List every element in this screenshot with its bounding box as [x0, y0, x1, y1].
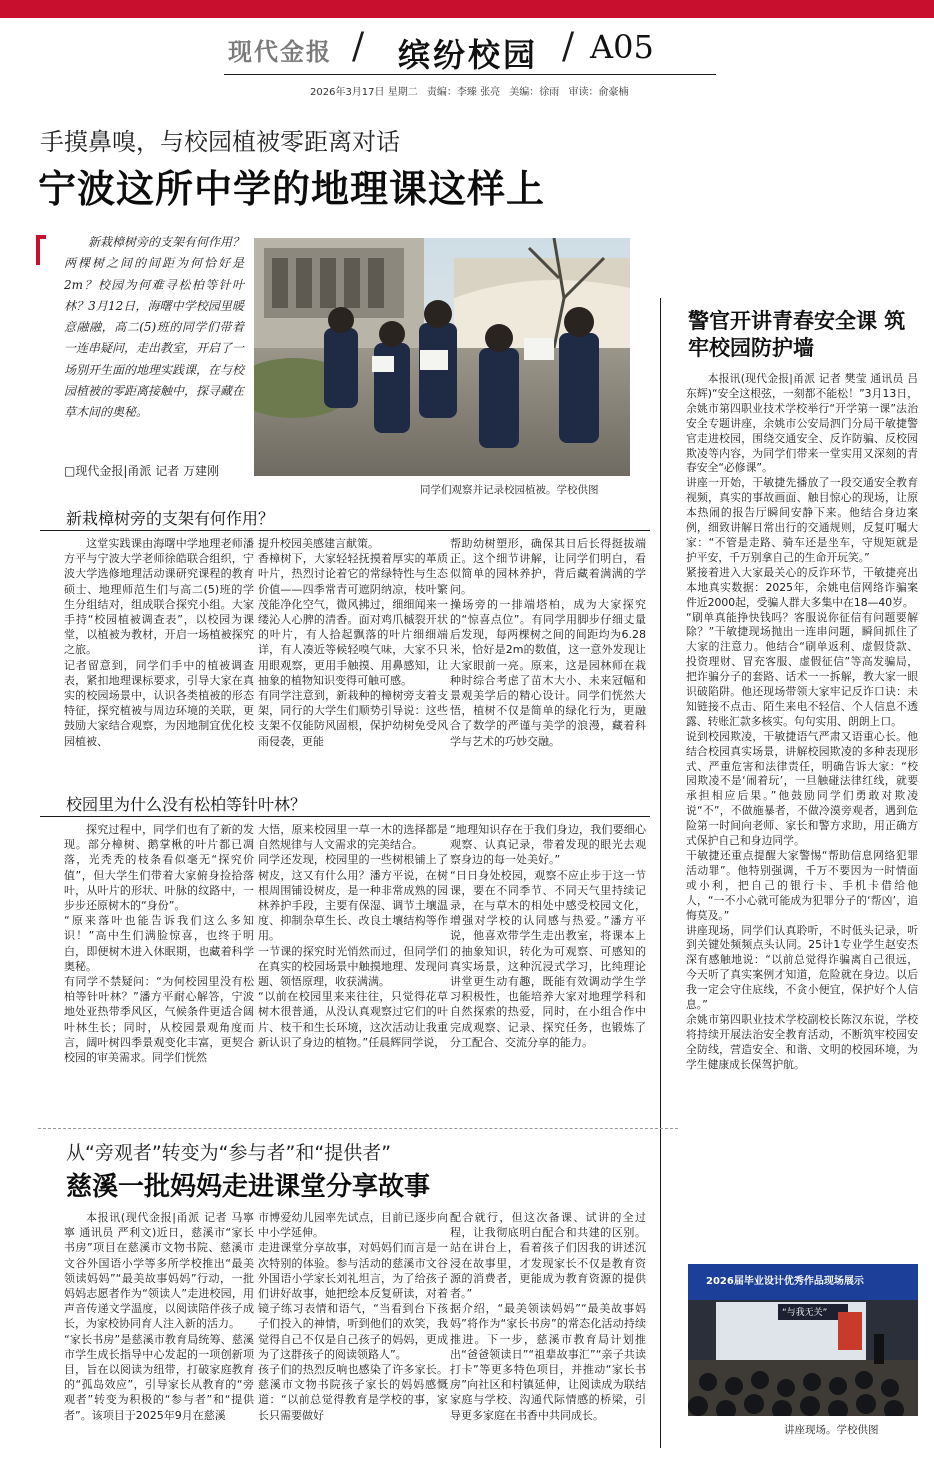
lecture-photo-screen-text: “与我无关” [782, 1308, 828, 1318]
third-column-2 [258, 1210, 448, 1466]
third-column-3 [450, 1210, 646, 1466]
section1-column-2 [258, 536, 448, 768]
students-photo [254, 238, 630, 476]
section2-column-3-text: “地理知识存在于我们身边，我们要细心观察、认真记录，带着发现的眼光去观察身边的每一处美好。” “日日身处校园，观察不应止步于这一节课，要在不同季节、不同天气里持续记录，在与草木的相处中感受校园文化，增强对学校的认同感与热爱。”潘方平说，他喜欢带学生走出教室，将课本上的抽象知识，转化为可观察、可感知的真实场景，这种沉浸式学习，比纯理论讲堂更生动有趣，既能有效调动学生学习积极性，也能培养大家对地理学科和自然探索的热爱，同时，在小组合作中完成观察、记录、探究任务，也锻炼了分工配合、交流分享的能力。 [450, 823, 646, 1049]
masthead-slash-1: / [352, 26, 365, 67]
section2-column-3 [450, 822, 646, 1118]
third-column-1 [64, 1210, 254, 1466]
page-number: A05 [590, 28, 654, 66]
top-red-bar [0, 0, 934, 18]
sidebar-body [686, 372, 918, 1188]
section2-column-2-text: 大悟，原来校园里一草一木的选择都是自然规律与人文需求的完美结合。 同学还发现，校园里的一些树根铺上了树皮，这又有什么用？潘方平说，在树根周围铺设树皮，是一种非常成熟的园林养护手段，主要有保湿、调节土壤温度、抑制杂草生长、改良土壤结构等作用。 一节课的探究时光悄然而过，但同学们在真实的校园场景中触摸地理、发现问题、领悟原理，收获满满。 “以前在校园里来来往往，只觉得花草树木很普通，从没认真观察过它们的叶片、枝干和生长环境，这次活动让我重新认识了身边的植物。”任晨辉同学说， [258, 823, 448, 1049]
third-column-1-text: 本报讯(现代金报|甬派 记者 马寧寧 通讯员 严利文)近日，慈溪市“家长书房”项目在慈溪市文物书院、慈溪市文谷外国语小学等多所学校推出“最美领读妈妈”“最美故事妈妈”行动，一批妈妈志愿者作为“领读人”走进校园，用声音传递文学温度，以阅读陪伴孩子成长，为家校协同育人注入新的活力。 “家长书房”是慈溪市教育局统筹、慈溪市学生成长指导中心发起的一项创新项目，旨在以阅读为纽带，打破家庭教育的“孤岛效应”，引导家长从教育的“旁观者”转变为积极的“参与者”和“提供者”。该项目于2025年9月在慈溪 [64, 1211, 254, 1422]
section1-column-1-text: 这堂实践课由海曙中学地理老师潘方平与宁波大学老师徐皓联合组织，宁波大学选修地理活动课研究课程的教育硕士、地理师范生们与高二(5)班的学生分组结对，组成联合探究小组。大家手持“校园植被调查表”，以校园为课堂，以植被为教材，开启一场植被探究之旅。 记者留意到，同学们手中的植被调查表，紧扣地理课标要求，引导大家在真实的校园场景中，认识各类植被的形态特征，探究植被与周边环境的关联，更鼓励大家结合观察，为因地制宜优化校园植被、 [64, 537, 254, 748]
section2-column-1-text: 探究过程中，同学们也有了新的发现。部分樟树、鹅掌楸的叶片都已凋落，光秃秃的枝条看似毫无“探究价值”，但大学生们带着大家俯身捡拾落叶，从叶片的形状、叶脉的纹路中，一步步还原树木的“身份”。 “原来落叶也能告诉我们这么多知识！”高中生们满脸惊喜，也终于明白，即便树木进入休眠期，也藏着科学奥秘。 有同学不禁疑问：“为何校园里没有松柏等针叶林？”潘方平耐心解答，宁波地处亚热带季风区，气候条件更适合阔叶林生长；同时，从校园景观角度而言，阔叶树四季景观变化丰富，更契合校园的审美需求。同学们恍然 [64, 823, 254, 1065]
masthead-rule [224, 74, 716, 75]
sidebar-headline: 警官开讲青春安全课 筑牢校园防护墙 [688, 309, 906, 360]
section1-column-3 [450, 536, 646, 768]
lead-marker [36, 235, 46, 265]
section2-column-1 [64, 822, 254, 1118]
proof-credit: 审读：俞豪楠 [568, 87, 629, 98]
brand-name: 现代金报 [228, 37, 332, 66]
main-headline: 宁波这所中学的地理课这样上 [38, 167, 546, 211]
main-lead-text: 新栽樟树旁的支架有何作用？两棵树之间的间距为何恰好是2m？校园为何难寻松柏等针叶林？3月12日，海曙中学校园里暖意融融，高二(5)班的同学们带着一连串疑问，走出教室，开启了一场别开生面的地理实践课，在与校园植被的零距离接触中，探寻藏在草木间的奥秘。 [64, 235, 245, 420]
main-kicker: 手摸鼻嗅，与校园植被零距离对话 [40, 128, 400, 156]
third-column-3-text: 配合就行，但这次备课、试讲的全过程，让我彻底明白配合和共建的区别。站在讲台上，看着孩子们因我的讲述沉浸在故事里，才发现家长不仅是教育资源的消费者，更能成为教育资源的提供者。” 据介绍，“最美领读妈妈”“最美故事妈妈”将作为“家长书房”的常态化活动持续推进。下一步，慈溪市教育局计划推出“爸爸领读日”“祖辈故事汇”“亲子共读打卡”等更多特色项目，并推动“家长书房”向社区和村镇延伸，让阅读成为联结家庭与学校、沟通代际情感的桥梁，引导更多家庭在书香中共同成长。 [450, 1211, 646, 1422]
sidebar-body-text: 本报讯(现代金报|甬派 记者 樊莹 通讯员 吕东辉)“安全这根弦，一刻都不能松！”3月13日，余姚市第四职业技术学校举行“开学第一课”法治安全专题讲座，余姚市公安局泗门分局干敏捷警官走进校园，围绕交通安全、反诈防骗、反校园欺凌等内容，为同学们带来一堂实用又深刻的青春安全“必修课”。 讲座一开始，干敏捷先播放了一段交通安全教育视频，真实的事故画面、触目惊心的现场，让原本热闹的报告厅瞬间安静下来。他结合身边案例，细致讲解日常出行的交通规则，反复叮嘱大家：“不管是走路、骑车还是坐车，守规矩就是护平安，千万别拿自己的生命开玩笑。” 紧接着进入大家最关心的反诈环节，干敏捷亮出本地真实数据：2025年，余姚电信网络诈骗案件近2000起，受骗人群大多集中在18—40岁。 “刷单真能挣快钱吗？客服说你征信有问题要解除？”干敏捷现场抛出一连串问题，瞬间抓住了大家的注意力。他结合“刷单返利、虚假贷款、投资理财、冒充客服、虚假征信”等高发骗局，把诈骗分子的套路、话术一一拆解，教大家一眼识破陷阱。他还现场带领大家牢记反诈口诀：未知链接不点击、陌生来电不轻信、个人信息不透露、转账汇款多核实。句句实用、朗朗上口。 说到校园欺凌，干敏捷语气严肃又语重心长。他结合校园真实场景，讲解校园欺凌的多种表现形式、严重危害和法律责任，明确告诉大家：“校园欺凌不是‘闹着玩’，一旦触碰法律红线，就要承担相应后果。”他鼓励同学们勇敢对欺凌说“不”，不做施暴者，不做冷漠旁观者，遇到危险第一时间向老师、家长和警方求助，用正确方式保护自己和身边同学。 干敏捷还重点提醒大家警惕“帮助信息网络犯罪活动罪”。他特别强调，千万不要因为一时情面或小利，把自己的银行卡、手机卡借给他人，“一不小心就可能成为犯罪分子的‘帮凶’，追悔莫及。” 讲座现场，同学们认真聆听，不时低头记录，听到关键处频频点头认同。25计1专业学生赵安杰深有感触地说：“以前总觉得诈骗离自己很远，今天听了真实案例才知道，危险就在身边。以后我一定会守住底线，不贪小便宜，保护好个人信息。” 余姚市第四职业技术学校副校长陈汉东说，学校将持续开展法治安全教育活动，不断筑牢校园安全防线，营造安全、和谐、文明的校园环境，为学生健康成长保驾护航。 [686, 372, 918, 1071]
sidebar-divider [660, 298, 661, 1448]
main-byline: □现代金报|甬派 记者 万建刚 [64, 464, 220, 478]
subhead-1-rule [40, 530, 650, 531]
bottom-section-rule [38, 1128, 678, 1129]
third-headline: 慈溪一批妈妈走进课堂分享故事 [66, 1172, 431, 1202]
section1-column-3-text: 帮助幼树塑形，确保其日后长得挺拔端正。这个细节讲解，让同学们明白，看似简单的园林养护，背后藏着满满的学问。 操场旁的一排端塔柏，成为大家探究的“惊喜点位”。有同学用脚步仔细丈量后发现，每两棵树之间的间距均为6.28米，恰好是2m的数值，这一意外发现让大家眼前一亮。原来，这是园林师在栽种时综合考虑了苗木大小、未来冠幅和景观美学后的精心设计。同学们恍然大悟，植树不仅是简单的绿化行为，更融合了数学的严谨与美学的浪漫，藏着科学与艺术的巧妙交融。 [450, 537, 646, 748]
third-kicker: 从“旁观者”转变为“参与者”和“提供者” [66, 1142, 392, 1164]
section2-column-2 [258, 822, 448, 1118]
sidebar-photo-caption: 讲座现场。学校供图 [784, 1424, 879, 1436]
subhead-1: 新栽樟树旁的支架有何作用？ [66, 509, 275, 528]
section1-column-2-text: 提升校园美感建言献策。 香樟树下，大家轻轻抚摸着厚实的革质叶片，热烈讨论着它的常绿特性与生态价值——四季常青可遮阴纳凉，枝叶繁茂能净化空气，微风拂过，细细闻来一缕沁人心脾的清香。面对鸡爪槭裂开状的叶片，有人拾起飘落的叶片细细端详，有人凑近等候轻嗅气味，大家不只用眼观察，更用手触摸、用鼻感知，让抽象的植物知识变得可触可感。 有同学注意到，新栽种的樟树旁支着支架，同行的大学生们顺势引导说：这些支架不仅能防风固根，保护幼树免受风雨侵袭，更能 [258, 537, 448, 748]
section-name: 缤纷校园 [398, 36, 539, 74]
main-photo-caption: 同学们观察并记录校园植被。学校供图 [420, 484, 599, 496]
section1-column-1 [64, 536, 254, 768]
third-column-2-text: 市博爱幼儿园率先试点，目前已逐步向中小学延伸。 走进课堂分享故事，对妈妈们而言是一次特别的体验。参与活动的慈溪市文谷外国语小学家长刘礼坦言，为了给孩子们讲好故事，她把绘本反复研读，对着镜子练习表情和语气，“当看到台下孩子们投入的神情，听到他们的欢笑，我觉得自己不仅是自己孩子的妈妈，更成为了这群孩子的阅读领路人”。 孩子们的热烈反响也感染了许多家长。慈溪市文物书院孩子家长的妈妈感慨道：“以前总觉得教育是学校的事，家长只需要做好 [258, 1211, 448, 1422]
masthead-slash-2: / [562, 26, 575, 67]
issue-date: 2026年3月17日 星期二 [310, 87, 418, 98]
subhead-2: 校园里为什么没有松柏等针叶林？ [66, 795, 307, 814]
editor-credit: 责编：李臻 张亮 [426, 87, 501, 98]
subhead-2-rule [40, 816, 650, 817]
main-lead [64, 232, 244, 424]
students-photo-image [254, 238, 630, 476]
lecture-photo-banner: 2026届毕业设计优秀作品现场展示 [706, 1276, 864, 1287]
lecture-photo [688, 1264, 918, 1416]
dateline [310, 83, 740, 98]
masthead [0, 26, 934, 74]
designer-credit: 美编：徐雨 [509, 87, 560, 98]
